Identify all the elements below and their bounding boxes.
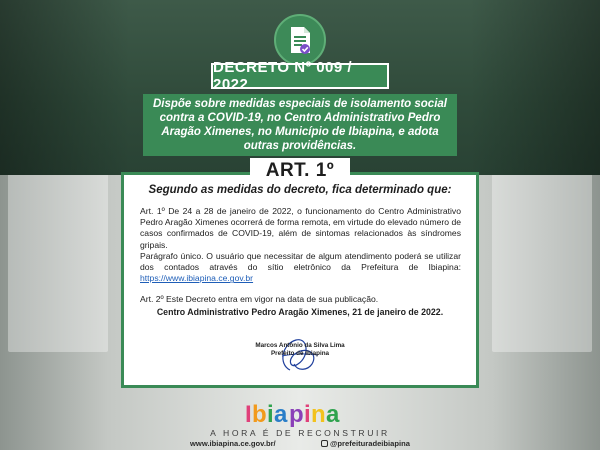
article-intro: Segundo as medidas do decreto, fica determinado que:: [148, 184, 452, 196]
ibiapina-logo: [243, 398, 357, 428]
article-paragraph-2-text: Parágrafo único. O usuário que necessitar de algum atendimento poderá se utilizar dos contados através do sítio eletrônico da Prefeitura de Ibiapina:: [140, 250, 461, 273]
article-paragraph-1: Art. 1º De 24 a 28 de janeiro de 2022, o funcionamento do Centro Administrativo Pedro Aragão Ximenes ocorrerá de forma remota, em virtude do elevado número de casos confirmados de COVID-19, além de sintomas relacionados às síndromes gripais.: [140, 206, 462, 250]
closing-line: Centro Administrativo Pedro Aragão Ximenes, 21 de janeiro de 2022.: [156, 307, 444, 317]
article-paragraph-3: Art. 2º Este Decreto entra em vigor na data de sua publicação.: [140, 294, 379, 305]
svg-text:I: I: [245, 401, 253, 428]
decree-title: DECRETO Nº 009 / 2022: [211, 63, 389, 89]
svg-text:i: i: [267, 401, 275, 428]
footer-instagram[interactable]: [321, 439, 410, 448]
svg-text:i: i: [304, 401, 312, 428]
background-blur-left: [8, 152, 108, 352]
signer-name: Marcos Antônio da Silva Lima: [255, 342, 345, 349]
decree-subtitle: Dispõe sobre medidas especiais de isolamento social contra a COVID-19, no Centro Administrativo Pedro Aragão Ximenes, no Município de Ibiapina, e adota outras providências.: [143, 94, 457, 156]
svg-text:a: a: [274, 401, 288, 428]
footer-instagram-handle: @prefeituradeibiapina: [330, 439, 410, 448]
website-link[interactable]: https://www.ibiapina.ce.gov.br: [140, 273, 254, 284]
svg-text:a: a: [326, 401, 340, 428]
svg-text:b: b: [252, 401, 268, 428]
footer-website[interactable]: www.ibiapina.ce.gov.br/: [190, 439, 276, 448]
background-blur-right: [492, 152, 592, 352]
article-body: [140, 206, 461, 306]
footer-links: [190, 439, 410, 448]
signer-role: Prefeito de Ibiapina: [270, 350, 330, 357]
signer-block: [220, 342, 380, 358]
article-paragraph-2: [140, 251, 461, 285]
svg-text:p: p: [289, 401, 305, 428]
article-label: ART. 1º: [250, 158, 350, 184]
slogan: A HORA É DE RECONSTRUIR: [210, 428, 390, 438]
instagram-icon: [321, 440, 328, 447]
svg-text:n: n: [311, 401, 327, 428]
